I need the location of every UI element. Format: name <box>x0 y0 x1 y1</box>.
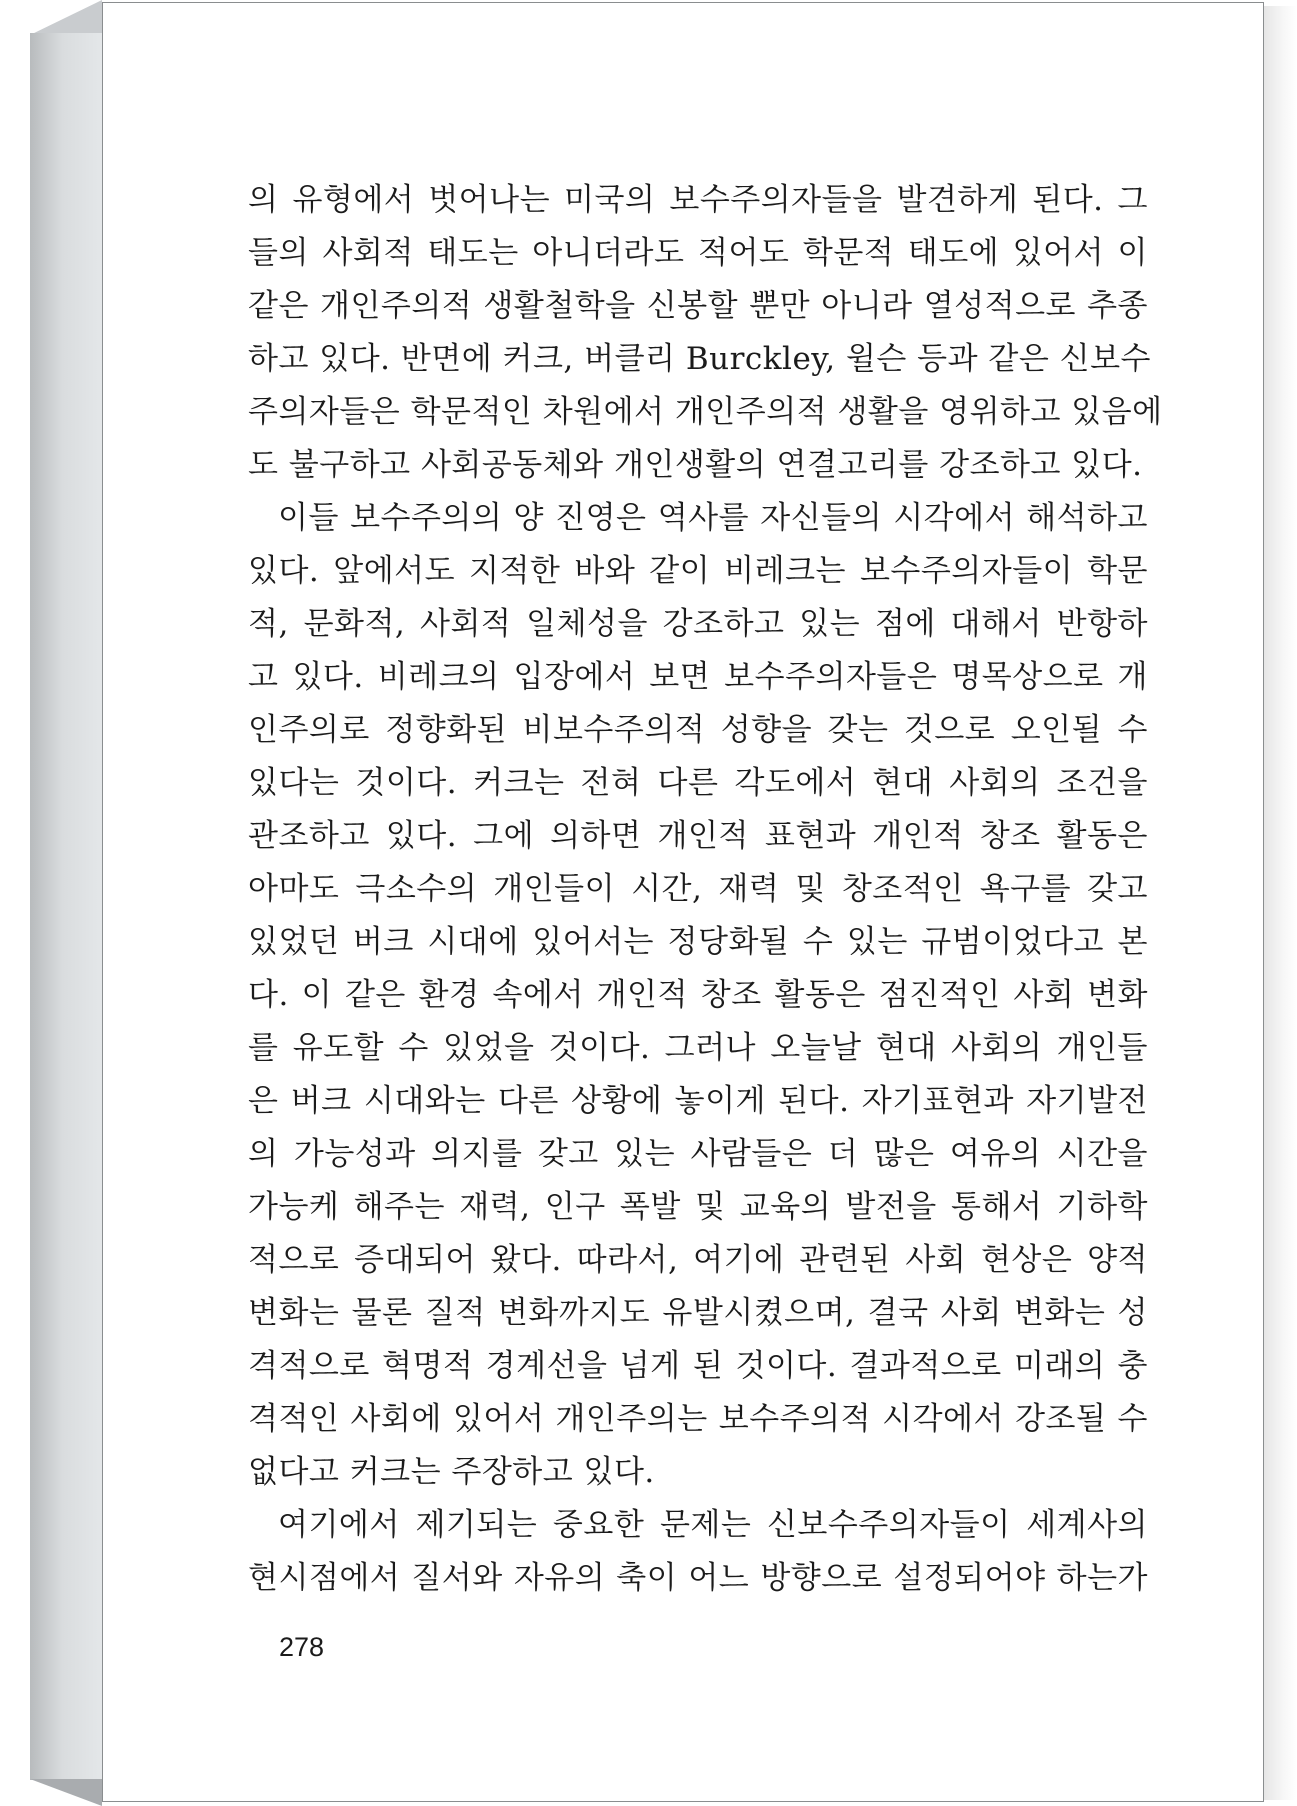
text-line: 적으로 증대되어 왔다. 따라서, 여기에 관련된 사회 현상은 양적 <box>248 1242 1148 1278</box>
text-line: 현시점에서 질서와 자유의 축이 어느 방향으로 설정되어야 하는가 <box>248 1560 1148 1596</box>
text-line: 고 있다. 비레크의 입장에서 보면 보수주의자들은 명목상으로 개 <box>248 659 1148 695</box>
text-line: 은 버크 시대와는 다른 상황에 놓이게 된다. 자기표현과 자기발전 <box>248 1083 1148 1119</box>
text-line: 를 유도할 수 있었을 것이다. 그러나 오늘날 현대 사회의 개인들 <box>248 1030 1148 1066</box>
text-line: 없다고 커크는 주장하고 있다. <box>248 1454 655 1490</box>
text-line: 여기에서 제기되는 중요한 문제는 신보수주의자들이 세계사의 <box>278 1507 1148 1543</box>
text-line: 의 유형에서 벗어나는 미국의 보수주의자들을 발견하게 된다. 그 <box>248 182 1148 218</box>
text-line: 있다는 것이다. 커크는 전혀 다른 각도에서 현대 사회의 조건을 <box>248 765 1148 801</box>
text-line: 가능케 해주는 재력, 인구 폭발 및 교육의 발전을 통해서 기하학 <box>248 1189 1148 1225</box>
text-line: 변화는 물론 질적 변화까지도 유발시켰으며, 결국 사회 변화는 성 <box>248 1295 1148 1331</box>
text-line: 아마도 극소수의 개인들이 시간, 재력 및 창조적인 욕구를 갖고 <box>248 871 1148 907</box>
text-line: 격적인 사회에 있어서 개인주의는 보수주의적 시각에서 강조될 수 <box>248 1401 1148 1437</box>
text-line: 들의 사회적 태도는 아니더라도 적어도 학문적 태도에 있어서 이 <box>248 235 1148 271</box>
text-line: 있다. 앞에서도 지적한 바와 같이 비레크는 보수주의자들이 학문 <box>248 553 1148 589</box>
text-line: 격적으로 혁명적 경계선을 넘게 된 것이다. 결과적으로 미래의 충 <box>248 1348 1148 1384</box>
text-line: 의 가능성과 의지를 갖고 있는 사람들은 더 많은 여유의 시간을 <box>248 1136 1148 1172</box>
book-spine-bottom <box>30 1779 102 1806</box>
text-line: 다. 이 같은 환경 속에서 개인적 창조 활동은 점진적인 사회 변화 <box>248 977 1148 1013</box>
text-line: 같은 개인주의적 생활철학을 신봉할 뿐만 아니라 열성적으로 추종 <box>248 288 1148 324</box>
page-number: 278 <box>279 1632 325 1662</box>
page-edge-shadow <box>1264 6 1297 1800</box>
text-line: 인주의로 정향화된 비보수주의적 성향을 갖는 것으로 오인될 수 <box>248 712 1148 748</box>
book-spine-top <box>30 0 102 35</box>
text-line: 도 불구하고 사회공동체와 개인생활의 연결고리를 강조하고 있다. <box>248 447 1143 483</box>
text-line: 이들 보수주의의 양 진영은 역사를 자신들의 시각에서 해석하고 <box>278 500 1148 536</box>
text-line: 하고 있다. 반면에 커크, 버클리 Burckley, 윌슨 등과 같은 신보수 <box>248 341 1151 377</box>
book-spine <box>30 33 103 1780</box>
text-line: 적, 문화적, 사회적 일체성을 강조하고 있는 점에 대해서 반항하 <box>248 606 1148 642</box>
body-text <box>248 174 1163 1605</box>
text-line: 주의자들은 학문적인 차원에서 개인주의적 생활을 영위하고 있음에 <box>248 394 1163 430</box>
text-line: 관조하고 있다. 그에 의하면 개인적 표현과 개인적 창조 활동은 <box>248 818 1148 854</box>
text-line: 있었던 버크 시대에 있어서는 정당화될 수 있는 규범이었다고 본 <box>248 924 1148 960</box>
